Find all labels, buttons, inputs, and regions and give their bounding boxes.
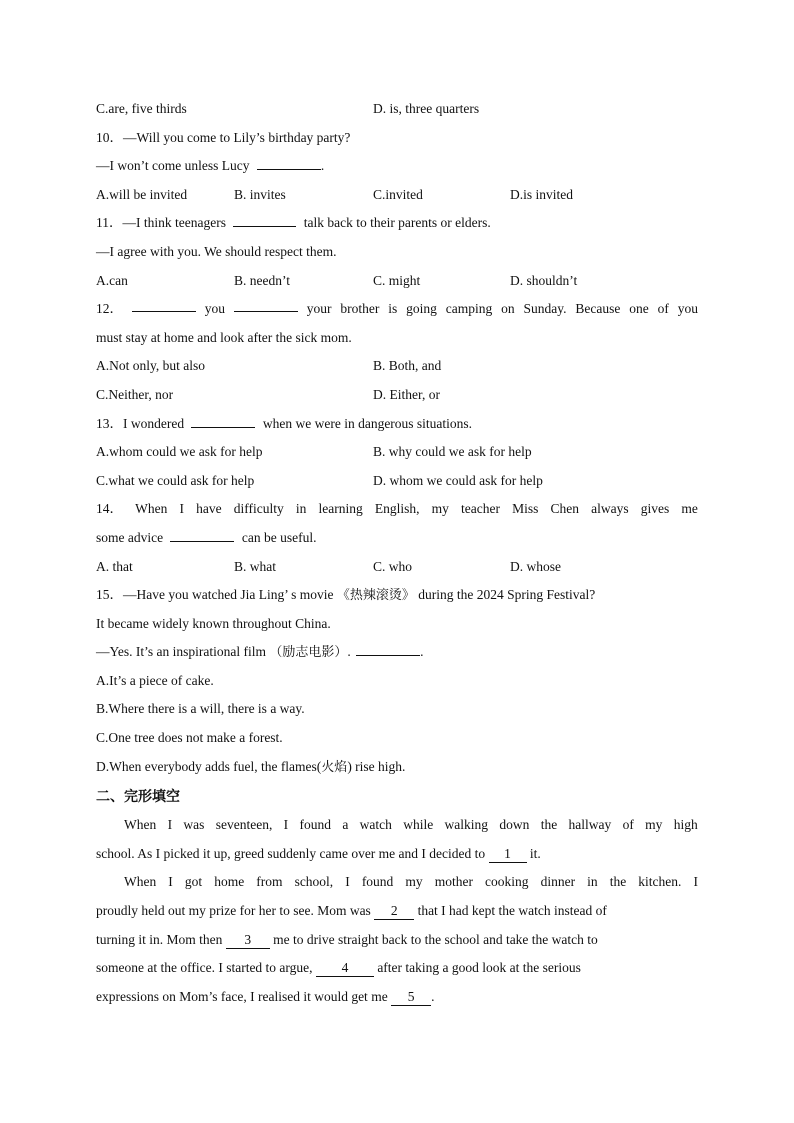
q14-word: in <box>295 501 307 517</box>
cloze-p2-line5 <box>96 983 698 1012</box>
cloze-word: dinner <box>540 874 576 890</box>
q12-number: 12． <box>96 301 123 317</box>
cloze-word: in <box>587 874 598 890</box>
q14-option-b: B. what <box>234 558 276 574</box>
q11-stem-text: 11．—I think teenagers <box>96 215 226 231</box>
cloze-word: a <box>342 817 349 833</box>
q15-option-a: A.It’s a piece of cake. <box>96 672 214 688</box>
q13-stem <box>96 410 698 439</box>
q14-option-d: D. whose <box>510 558 561 574</box>
cloze-text: after taking a good look at the serious <box>377 960 581 976</box>
q13-answer-blank <box>191 411 255 428</box>
cloze-text: proudly held out my prize for her to see. Mom was <box>96 903 371 919</box>
cloze-word: hallway <box>568 817 612 833</box>
q14-option-c: C. who <box>373 558 413 574</box>
cloze-word: my <box>645 817 663 833</box>
q14-word: teacher <box>461 501 500 517</box>
q12-stem <box>96 295 698 324</box>
q12-word: camping <box>445 301 493 317</box>
q12-options-row-1 <box>96 352 698 381</box>
q10-reply <box>96 152 698 181</box>
q13-stem-text-end: when we were in dangerous situations. <box>262 415 473 431</box>
q12-word: Because <box>575 301 621 317</box>
cloze-word: found <box>299 817 331 833</box>
q12-word: you <box>204 301 225 317</box>
q14-stem <box>96 495 698 524</box>
cloze-text: me to drive straight back to the school and take the watch to <box>273 931 598 947</box>
q15-stem-line2: It became widely known throughout China. <box>96 615 331 631</box>
q14-stem-text-end: can be useful. <box>241 529 317 545</box>
cloze-word: seventeen, <box>215 817 273 833</box>
q10-option-c: C.invited <box>373 186 423 202</box>
cloze-word: home <box>214 874 245 890</box>
q15-option-c: C.One tree does not make a forest. <box>96 730 283 746</box>
cloze-word: my <box>405 874 423 890</box>
q14-word: me <box>681 501 698 517</box>
q13-option-c: C.what we could ask for help <box>96 472 255 488</box>
q10-reply-end: . <box>320 158 325 174</box>
q15-option-d-gloss: 火焰 <box>321 759 348 775</box>
q15-reply: —Yes. It’s an inspirational film （励志电影）. . <box>96 638 698 667</box>
q13-options-row-1 <box>96 438 698 467</box>
q14-word: I <box>179 501 184 517</box>
cloze-word: of <box>622 817 634 833</box>
cloze-text: someone at the office. I started to argue, <box>96 960 313 976</box>
cloze-word: I <box>345 874 350 890</box>
cloze-word: down <box>499 817 530 833</box>
cloze-blank-3: 3 <box>226 932 270 949</box>
q14-word: difficulty <box>233 501 284 517</box>
cloze-word: mother <box>434 874 473 890</box>
cloze-word: the <box>540 817 558 833</box>
q12-word: you <box>677 301 698 317</box>
q15-reply-text: —Yes. It’s an inspirational film <box>96 644 266 660</box>
q14-word: Chen <box>550 501 579 517</box>
q11-option-d: D. shouldn’t <box>510 272 578 288</box>
cloze-p2-line1 <box>96 868 698 897</box>
exam-page <box>96 95 698 1011</box>
cloze-word: got <box>184 874 203 890</box>
q15-stem <box>96 581 698 610</box>
q10-option-d: D.is invited <box>510 186 573 202</box>
cloze-word: When <box>124 874 157 890</box>
q14-word: gives <box>640 501 670 517</box>
q15-option-d-end: ) rise high. <box>347 758 406 774</box>
q14-options-row <box>96 553 698 582</box>
cloze-word: cooking <box>485 874 529 890</box>
q10-options-row <box>96 181 698 210</box>
cloze-blank-5: 5 <box>391 989 431 1006</box>
q10-option-a: A.will be invited <box>96 186 188 202</box>
cloze-text: expressions on Mom’s face, I realised it would get me <box>96 988 388 1004</box>
q12-word: on <box>501 301 515 317</box>
cloze-blank-2: 2 <box>374 903 414 920</box>
q10-answer-blank <box>257 153 321 170</box>
cloze-word: When <box>124 817 157 833</box>
q13-option-a: A.whom could we ask for help <box>96 444 263 460</box>
cloze-word: from <box>256 874 283 890</box>
cloze-word: the <box>609 874 627 890</box>
cloze-word: was <box>183 817 205 833</box>
q12-word: is <box>388 301 398 317</box>
q13-option-d: D. whom we could ask for help <box>373 472 543 488</box>
q11-stem <box>96 209 698 238</box>
cloze-word: I <box>283 817 289 833</box>
q12-answer-blank-2 <box>234 295 298 312</box>
q11-option-c: C. might <box>373 272 421 288</box>
q14-number: 14． <box>96 501 123 517</box>
q15-movie-title: 《热辣滚烫》 <box>336 588 415 604</box>
cloze-p2-line4 <box>96 954 698 983</box>
cloze-word: high <box>673 817 698 833</box>
cloze-blank-4: 4 <box>316 960 374 977</box>
q11-options-row <box>96 267 698 296</box>
cloze-word: school, <box>294 874 334 890</box>
cloze-text: school. As I picked it up, greed suddenly came over me and I decided to <box>96 845 486 861</box>
cloze-p2-line3 <box>96 926 698 955</box>
q11-answer-blank <box>233 210 296 227</box>
q11-stem-text-end: talk back to their parents or elders. <box>303 215 491 231</box>
q12-option-c: C.Neither, nor <box>96 386 174 402</box>
cloze-p2-line2 <box>96 897 698 926</box>
cloze-p1-line2 <box>96 840 698 869</box>
q11-reply: —I agree with you. We should respect them. <box>96 243 337 259</box>
q14-stem-line2 <box>96 524 698 553</box>
q12-word: one <box>629 301 649 317</box>
q12-option-b: B. Both, and <box>373 358 442 374</box>
q15-reply-gloss: （励志电影） <box>269 645 348 661</box>
q12-word: your <box>306 301 332 317</box>
q15-stem-text-end: during the 2024 Spring Festival? <box>418 587 596 603</box>
cloze-word: found <box>361 874 394 890</box>
q15-answer-blank <box>356 639 420 656</box>
q13-option-b: B. why could we ask for help <box>373 444 532 460</box>
q12-word: Sunday. <box>523 301 567 317</box>
cloze-word: kitchen. <box>638 874 682 890</box>
cloze-word: while <box>403 817 434 833</box>
cloze-word: I <box>693 874 698 890</box>
q14-word: Miss <box>512 501 539 517</box>
cloze-text: turning it in. Mom then <box>96 931 223 947</box>
q15-option-d-text: D.When everybody adds fuel, the flames( <box>96 758 322 774</box>
q10-option-b: B. invites <box>234 186 286 202</box>
q14-word: English, <box>374 501 420 517</box>
q14-word: learning <box>318 501 363 517</box>
q14-word: always <box>591 501 629 517</box>
cloze-word: walking <box>444 817 489 833</box>
q12-word: going <box>406 301 437 317</box>
q9-options-row <box>96 95 698 124</box>
q11-option-b: B. needn’t <box>234 272 290 288</box>
q14-word: my <box>431 501 449 517</box>
cloze-word: I <box>168 874 173 890</box>
q15-stem-text: 15．—Have you watched Jia Ling’ s movie <box>96 587 334 603</box>
cloze-word: watch <box>359 817 392 833</box>
cloze-word: I <box>167 817 173 833</box>
cloze-blank-1: 1 <box>489 846 527 863</box>
section-title-cloze: 二、完形填空 <box>96 789 180 806</box>
q14-word: When <box>135 501 168 517</box>
q12-word: brother <box>340 301 380 317</box>
q12-options-row-2 <box>96 381 698 410</box>
q11-option-a: A.can <box>96 272 128 288</box>
q9-option-d: D. is, three quarters <box>373 101 480 116</box>
q12-option-a: A.Not only, but also <box>96 358 205 374</box>
q15-reply-dot: . <box>347 644 351 660</box>
q10-stem: 10．—Will you come to Lily’s birthday party? <box>96 129 351 145</box>
q13-stem-text: 13．I wondered <box>96 415 185 431</box>
q15-option-d <box>96 753 698 782</box>
cloze-text: . <box>431 988 435 1004</box>
q9-option-c: C.are, five thirds <box>96 101 187 116</box>
q14-answer-blank <box>170 525 234 542</box>
cloze-text: it. <box>529 845 541 861</box>
cloze-text: that I had kept the watch instead of <box>417 903 607 919</box>
q12-stem-line2: must stay at home and look after the sick mom. <box>96 329 352 345</box>
cloze-p1-line1 <box>96 811 698 840</box>
q14-option-a: A. that <box>96 558 133 574</box>
q12-option-d: D. Either, or <box>373 386 440 402</box>
q14-word: have <box>196 501 222 517</box>
q14-stem-text: some advice <box>96 529 164 545</box>
q12-answer-blank-1 <box>132 295 196 312</box>
q12-word: of <box>657 301 669 317</box>
q15-option-b: B.Where there is a will, there is a way. <box>96 701 305 717</box>
q13-options-row-2 <box>96 467 698 496</box>
q10-reply-text: —I won’t come unless Lucy <box>96 158 250 174</box>
